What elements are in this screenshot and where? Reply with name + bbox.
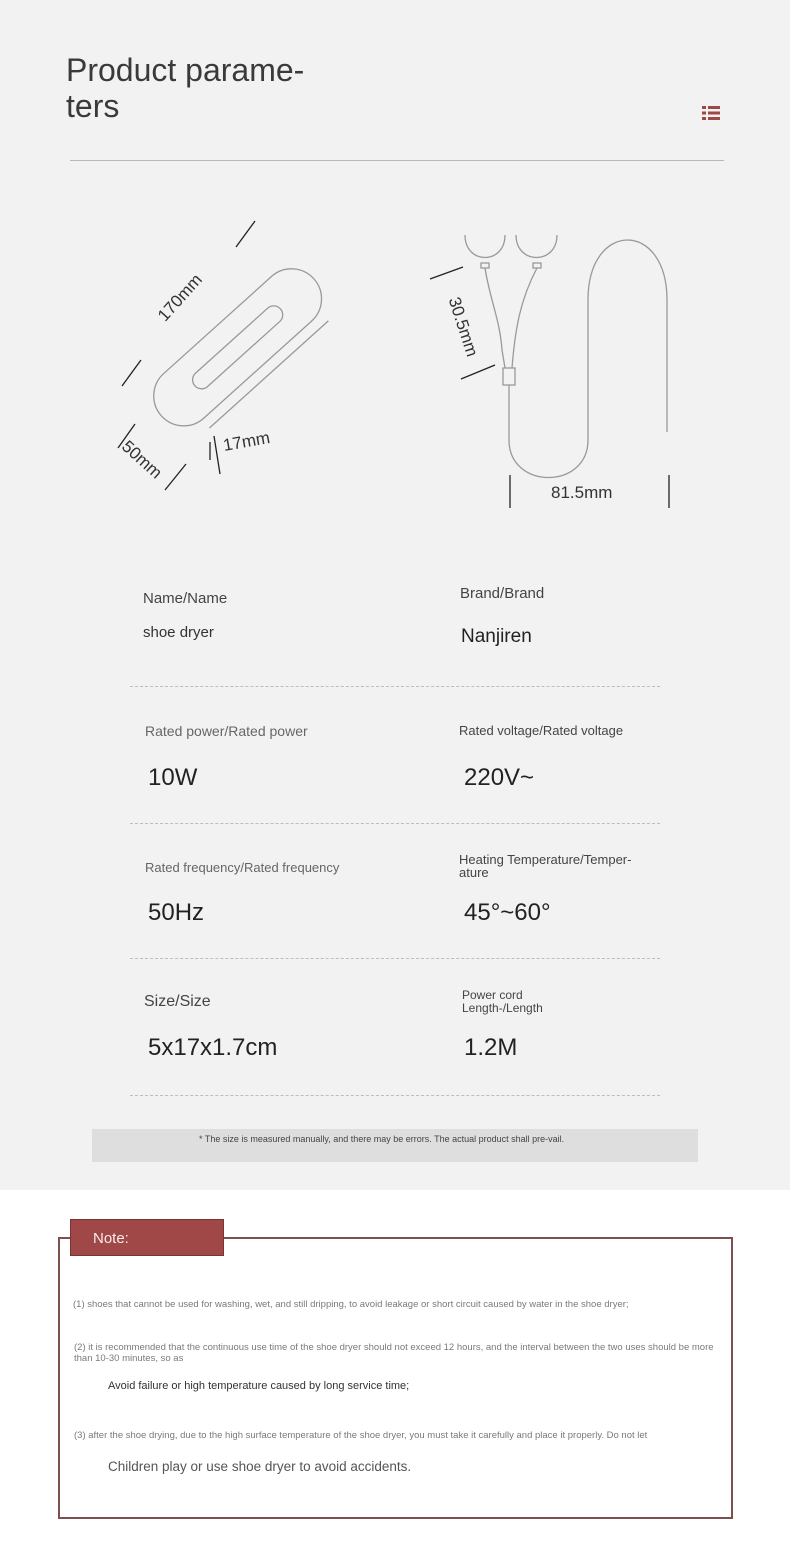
cord-long-dimension-label: 81.5mm [551,483,613,502]
spec-divider [130,823,660,824]
spec-power-label: Rated power/Rated power [145,723,308,739]
note-tab [70,1219,224,1256]
title-divider [70,160,724,161]
list-icon[interactable] [702,106,720,120]
note-line-1: (1) shoes that cannot be used for washing, wet, and still dripping, to avoid leakage or short circuit caused by water in the shoe dryer; [73,1299,629,1310]
page-title-line2: ters [66,88,120,124]
spec-brand-label: Brand/Brand [460,585,545,602]
page-title-line1: Product parame- [66,52,305,88]
power-cord-drawing [465,235,667,478]
note-line-2: (2) it is recommended that the continuous use time of the shoe dryer should not exceed 12 hours, and the interval between the two uses should be more than 10-30 minutes, so as [74,1342,714,1364]
page-title [66,52,326,124]
spec-temperature-value: 45°~60° [464,899,551,926]
spec-frequency-value: 50Hz [148,899,205,926]
spec-divider [130,686,660,687]
disclaimer-text: * The size is measured manually, and there may be errors. The actual product shall pre-vail. [199,1134,565,1144]
spec-voltage-label: Rated voltage/Rated voltage [459,723,624,738]
spec-name-label: Name/Name [143,590,228,607]
length-dimension-label: 170mm [153,270,206,326]
spec-size-value: 5x17x1.7cm [148,1034,278,1061]
disclaimer-box [92,1129,698,1162]
spec-divider [130,958,660,959]
spec-voltage-value: 220V~ [464,764,535,791]
spec-name-value: shoe dryer [143,624,214,641]
width-dimension-label: 50mm [118,436,166,483]
spec-frequency-label: Rated frequency/Rated frequency [145,860,340,875]
spec-power-value: 10W [148,764,198,791]
dimension-lines [118,221,669,508]
note-line-5: Children play or use shoe dryer to avoid accidents. [108,1459,412,1474]
note-box [58,1237,733,1519]
note-line-3: Avoid failure or high temperature caused by long service time; [108,1380,410,1392]
spec-size-label: Size/Size [144,993,211,1010]
dimension-drawing [0,200,790,530]
note-line-4: (3) after the shoe drying, due to the high surface temperature of the shoe dryer, you must take it carefully and place it properly. Do not let [74,1430,648,1441]
product-diagram [0,200,790,530]
cord-short-dimension-label: 30.5mm [444,294,482,359]
note-title: Note: [93,1230,129,1247]
spec-divider [130,1095,660,1096]
dryer-pad-drawing [141,256,333,438]
thickness-dimension-label: 17mm [221,428,272,455]
spec-cord-value: 1.2M [464,1034,518,1061]
spec-temperature-label: Heating Temperature/Temper-ature [459,852,632,880]
spec-brand-value: Nanjiren [461,626,532,647]
spec-cord-label: Power cord Length-/Length [462,988,543,1015]
